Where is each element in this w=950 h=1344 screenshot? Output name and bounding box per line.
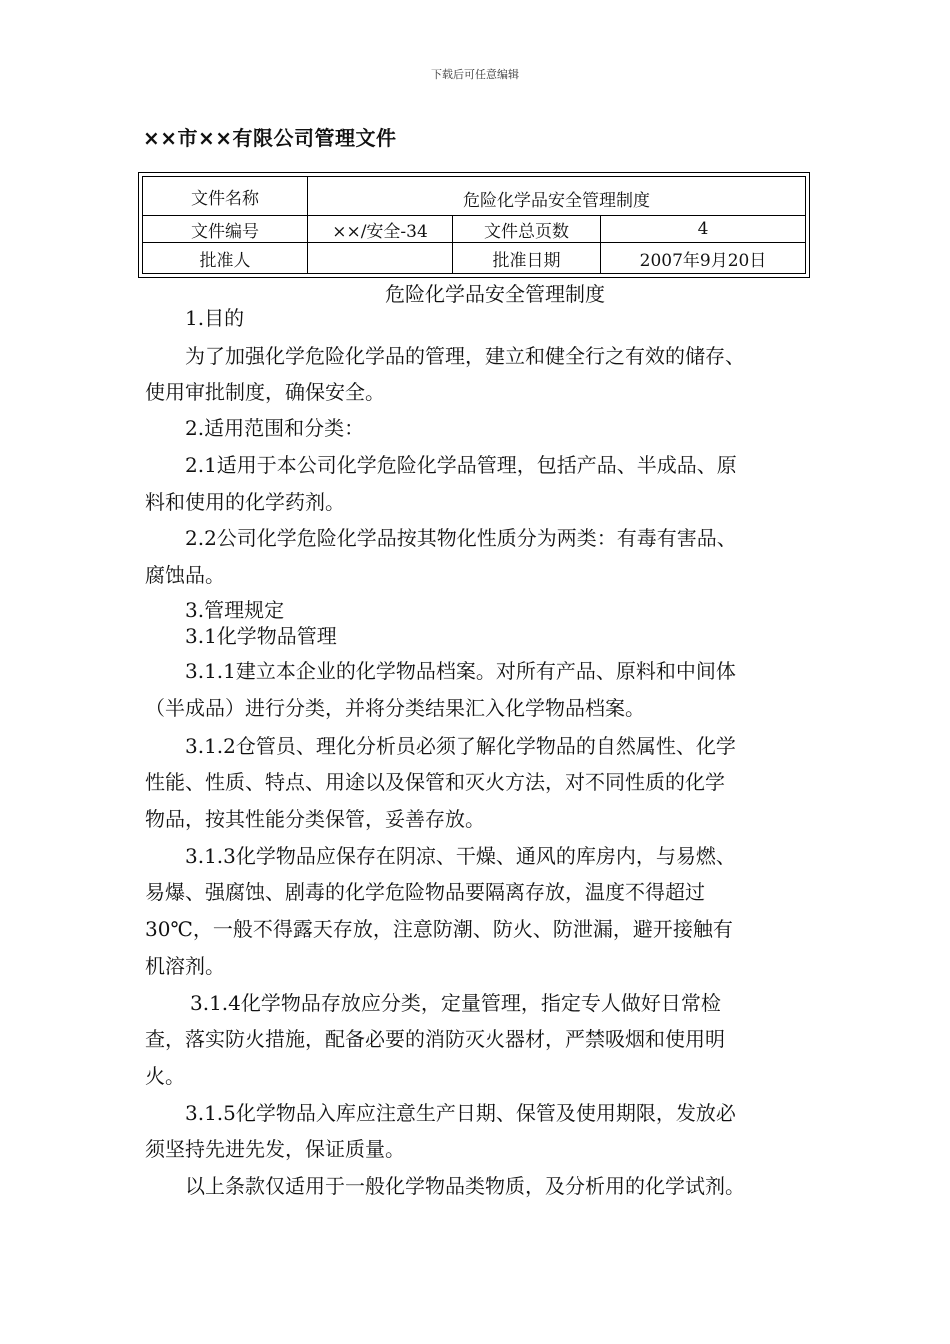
- paragraph-line: 3.1.5化学物品入库应注意生产日期、保管及使用期限，发放必: [185, 1101, 736, 1125]
- paragraph-line: 易爆、强腐蚀、剧毒的化学危险物品要隔离存放，温度不得超过: [145, 880, 705, 904]
- file-number-value: ××/安全-34: [308, 216, 453, 243]
- paragraph-line: 以上条款仅适用于一般化学物品类物质，及分析用的化学试剂。: [185, 1174, 745, 1198]
- section-heading: 1.目的: [185, 306, 245, 330]
- approval-date-value: 2007年9月20日: [601, 243, 806, 274]
- section-heading: 2.适用范围和分类：: [185, 416, 365, 440]
- paragraph-line: 物品，按其性能分类保管，妥善存放。: [145, 807, 485, 831]
- approver-value: [308, 243, 453, 274]
- paragraph-line: 火。: [145, 1064, 185, 1088]
- paragraph-line: 使用审批制度，确保安全。: [145, 380, 385, 404]
- paragraph-line: 3.1.3化学物品应保存在阴凉、干燥、通风的库房内，与易燃、: [185, 844, 736, 868]
- section-heading: 3.1化学物品管理: [185, 624, 337, 648]
- file-name-label: 文件名称: [143, 177, 308, 216]
- header-note: 下载后可任意编辑: [431, 68, 519, 81]
- document-title: 危险化学品安全管理制度: [385, 282, 605, 306]
- paragraph-line: 3.1.4化学物品存放应分类，定量管理，指定专人做好日常检: [190, 991, 721, 1015]
- paragraph-line: 料和使用的化学药剂。: [145, 490, 345, 514]
- paragraph-line: 30℃，一般不得露天存放，注意防潮、防火、防泄漏，避开接触有: [145, 917, 733, 941]
- file-name-value: 危险化学品安全管理制度: [308, 177, 806, 216]
- paragraph-line: 机溶剂。: [145, 954, 225, 978]
- paragraph-line: 为了加强化学危险化学品的管理，建立和健全行之有效的储存、: [185, 344, 745, 368]
- approval-date-label: 批准日期: [453, 243, 601, 274]
- paragraph-line: 3.1.2仓管员、理化分析员必须了解化学物品的自然属性、化学: [185, 734, 736, 758]
- file-number-label: 文件编号: [143, 216, 308, 243]
- paragraph-line: （半成品）进行分类，并将分类结果汇入化学物品档案。: [145, 696, 645, 720]
- paragraph-line: 腐蚀品。: [145, 563, 225, 587]
- paragraph-line: 3.1.1建立本企业的化学物品档案。对所有产品、原料和中间体: [185, 659, 736, 683]
- paragraph-line: 须坚持先进先发，保证质量。: [145, 1137, 405, 1161]
- section-heading: 3.管理规定: [185, 598, 285, 622]
- paragraph-line: 2.1适用于本公司化学危险化学品管理，包括产品、半成品、原: [185, 453, 737, 477]
- paragraph-line: 性能、性质、特点、用途以及保管和灭火方法，对不同性质的化学: [145, 770, 725, 794]
- document-info-table: [138, 172, 810, 278]
- total-pages-label: 文件总页数: [453, 216, 601, 243]
- total-pages-value: 4: [601, 216, 806, 243]
- paragraph-line: 2.2公司化学危险化学品按其物化性质分为两类：有毒有害品、: [185, 526, 737, 550]
- company-title: ××市××有限公司管理文件: [143, 126, 397, 150]
- paragraph-line: 查，落实防火措施，配备必要的消防灭火器材，严禁吸烟和使用明: [145, 1027, 725, 1051]
- approver-label: 批准人: [143, 243, 308, 274]
